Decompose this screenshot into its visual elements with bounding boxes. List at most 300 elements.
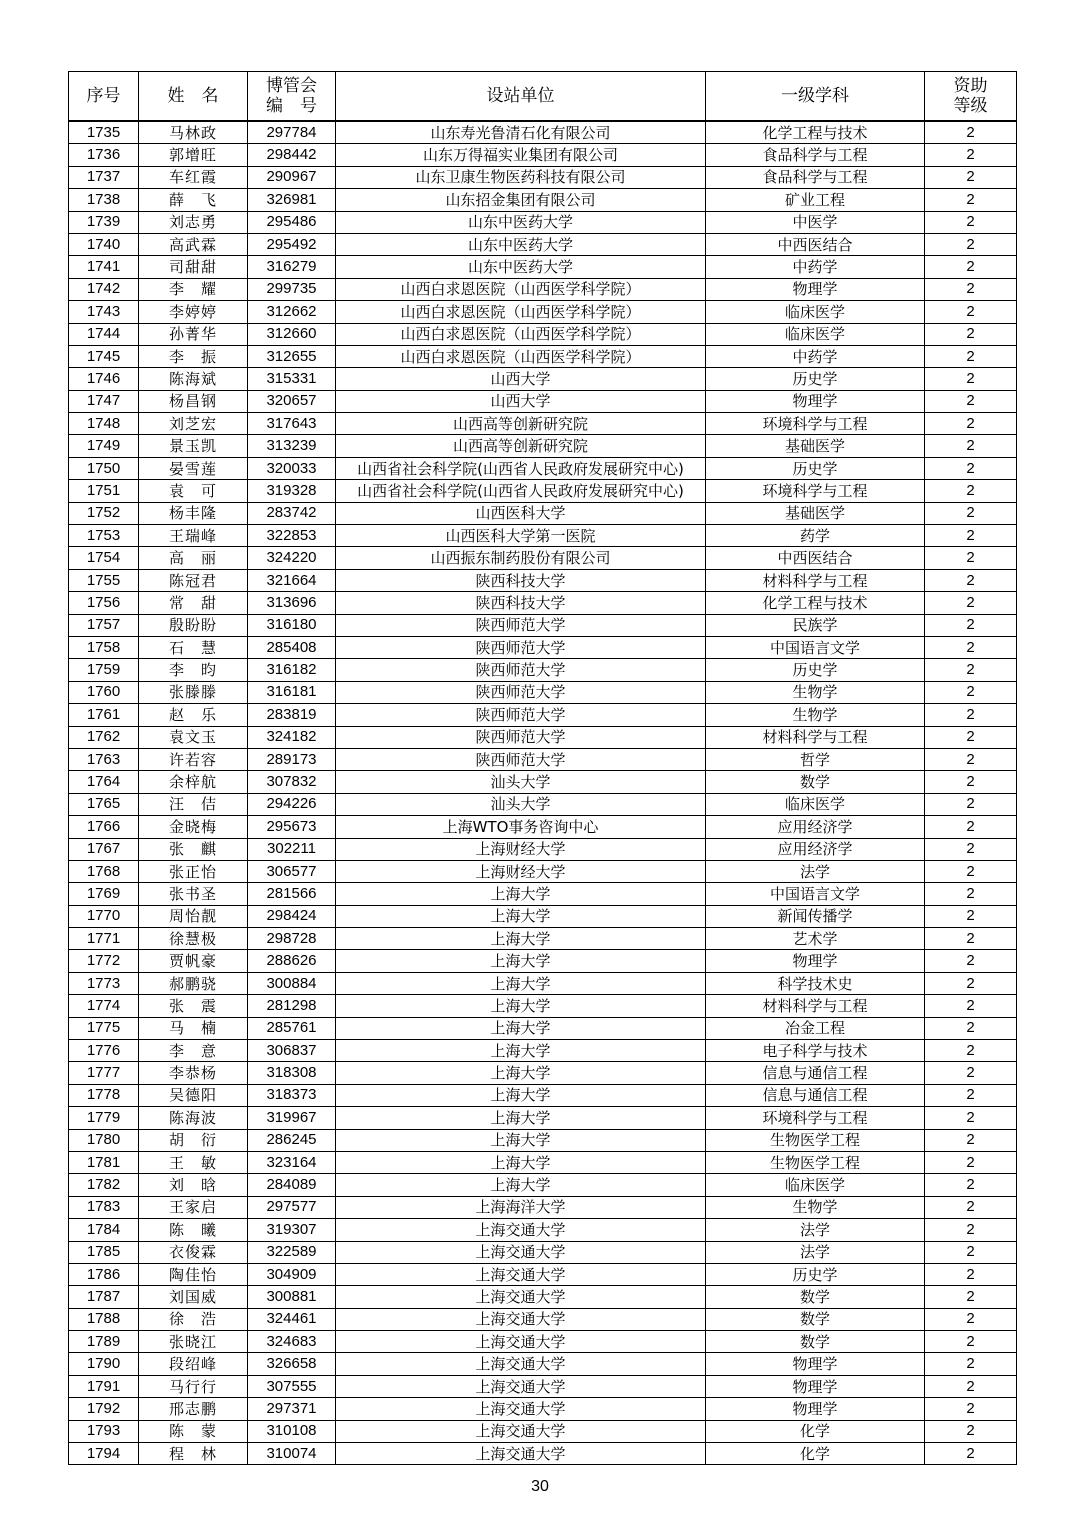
- cell-name: 徐慧极: [139, 928, 248, 950]
- cell-id: 306837: [248, 1040, 336, 1062]
- cell-discipline: 历史学: [706, 368, 925, 390]
- table-row: [69, 233, 1017, 255]
- table-row: [69, 1308, 1017, 1330]
- cell-discipline: 法学: [706, 860, 925, 882]
- cell-seq: 1740: [69, 233, 139, 255]
- cell-discipline: 民族学: [706, 614, 925, 636]
- cell-seq: 1765: [69, 793, 139, 815]
- cell-name: 高武霖: [139, 233, 248, 255]
- cell-discipline: 矿业工程: [706, 189, 925, 211]
- cell-discipline: 历史学: [706, 659, 925, 681]
- table-row: [69, 1084, 1017, 1106]
- table-row: [69, 1443, 1017, 1465]
- cell-name: 王 敏: [139, 1151, 248, 1173]
- cell-name: 李 昀: [139, 659, 248, 681]
- cell-unit: 上海交通大学: [336, 1263, 706, 1285]
- cell-unit: 山东卫康生物医药科技有限公司: [336, 166, 706, 188]
- cell-discipline: 数学: [706, 1331, 925, 1353]
- cell-seq: 1752: [69, 502, 139, 524]
- cell-seq: 1761: [69, 704, 139, 726]
- cell-unit: 汕头大学: [336, 793, 706, 815]
- cell-name: 胡 衍: [139, 1129, 248, 1151]
- header-name: 姓 名: [139, 72, 248, 122]
- cell-id: 326658: [248, 1353, 336, 1375]
- cell-name: 高 丽: [139, 547, 248, 569]
- cell-seq: 1792: [69, 1398, 139, 1420]
- cell-id: 324461: [248, 1308, 336, 1330]
- cell-seq: 1747: [69, 390, 139, 412]
- cell-id: 298442: [248, 144, 336, 166]
- cell-discipline: 临床医学: [706, 1174, 925, 1196]
- table-row: [69, 636, 1017, 658]
- table-row: [69, 748, 1017, 770]
- cell-name: 景玉凯: [139, 435, 248, 457]
- cell-discipline: 基础医学: [706, 435, 925, 457]
- cell-unit: 上海海洋大学: [336, 1196, 706, 1218]
- cell-id: 326981: [248, 189, 336, 211]
- cell-seq: 1742: [69, 278, 139, 300]
- cell-discipline: 食品科学与工程: [706, 166, 925, 188]
- cell-name: 马行行: [139, 1375, 248, 1397]
- cell-name: 张书圣: [139, 883, 248, 905]
- cell-discipline: 化学: [706, 1443, 925, 1465]
- cell-name: 陈 曦: [139, 1219, 248, 1241]
- cell-name: 刘国威: [139, 1286, 248, 1308]
- cell-level: 2: [925, 928, 1017, 950]
- cell-name: 郭增旺: [139, 144, 248, 166]
- cell-seq: 1768: [69, 860, 139, 882]
- cell-unit: 上海财经大学: [336, 838, 706, 860]
- cell-discipline: 新闻传播学: [706, 905, 925, 927]
- table-row: [69, 256, 1017, 278]
- cell-unit: 山西白求恩医院（山西医学科学院）: [336, 301, 706, 323]
- header-discipline: 一级学科: [706, 72, 925, 122]
- cell-unit: 山东招金集团有限公司: [336, 189, 706, 211]
- cell-level: 2: [925, 1375, 1017, 1397]
- cell-level: 2: [925, 1353, 1017, 1375]
- cell-discipline: 历史学: [706, 1263, 925, 1285]
- cell-unit: 上海WTO事务咨询中心: [336, 816, 706, 838]
- cell-unit: 上海大学: [336, 972, 706, 994]
- cell-name: 许若容: [139, 748, 248, 770]
- table-row: [69, 525, 1017, 547]
- cell-name: 晏雪莲: [139, 457, 248, 479]
- cell-level: 2: [925, 1420, 1017, 1442]
- cell-name: 薛 飞: [139, 189, 248, 211]
- cell-seq: 1759: [69, 659, 139, 681]
- cell-seq: 1758: [69, 636, 139, 658]
- cell-name: 常 甜: [139, 592, 248, 614]
- cell-seq: 1745: [69, 345, 139, 367]
- cell-id: 286245: [248, 1129, 336, 1151]
- table-row: [69, 659, 1017, 681]
- cell-name: 张正怡: [139, 860, 248, 882]
- cell-id: 295486: [248, 211, 336, 233]
- cell-id: 324683: [248, 1331, 336, 1353]
- cell-unit: 山西大学: [336, 368, 706, 390]
- cell-id: 315331: [248, 368, 336, 390]
- cell-id: 300881: [248, 1286, 336, 1308]
- cell-level: 2: [925, 1286, 1017, 1308]
- cell-discipline: 信息与通信工程: [706, 1084, 925, 1106]
- cell-name: 马 楠: [139, 1017, 248, 1039]
- table-row: [69, 1219, 1017, 1241]
- cell-unit: 陕西师范大学: [336, 681, 706, 703]
- cell-unit: 山西白求恩医院（山西医学科学院）: [336, 345, 706, 367]
- table-row: [69, 838, 1017, 860]
- cell-level: 2: [925, 569, 1017, 591]
- cell-name: 邢志鹏: [139, 1398, 248, 1420]
- table-row: [69, 368, 1017, 390]
- cell-seq: 1787: [69, 1286, 139, 1308]
- cell-level: 2: [925, 502, 1017, 524]
- cell-name: 袁 可: [139, 480, 248, 502]
- cell-discipline: 科学技术史: [706, 972, 925, 994]
- cell-seq: 1782: [69, 1174, 139, 1196]
- cell-discipline: 中医学: [706, 211, 925, 233]
- cell-unit: 山西振东制药股份有限公司: [336, 547, 706, 569]
- cell-name: 李 意: [139, 1040, 248, 1062]
- cell-id: 319307: [248, 1219, 336, 1241]
- cell-seq: 1780: [69, 1129, 139, 1151]
- cell-discipline: 临床医学: [706, 323, 925, 345]
- cell-level: 2: [925, 211, 1017, 233]
- cell-id: 295673: [248, 816, 336, 838]
- table-row: [69, 1017, 1017, 1039]
- cell-id: 316279: [248, 256, 336, 278]
- table-row: [69, 413, 1017, 435]
- header-id: [248, 72, 336, 122]
- cell-unit: 陕西科技大学: [336, 592, 706, 614]
- cell-id: 281298: [248, 995, 336, 1017]
- cell-name: 程 林: [139, 1443, 248, 1465]
- cell-unit: 陕西师范大学: [336, 636, 706, 658]
- cell-id: 281566: [248, 883, 336, 905]
- table-row: [69, 1286, 1017, 1308]
- cell-unit: 上海大学: [336, 1062, 706, 1084]
- cell-name: 陈冠君: [139, 569, 248, 591]
- table-row: [69, 905, 1017, 927]
- cell-id: 319328: [248, 480, 336, 502]
- cell-unit: 山西医科大学: [336, 502, 706, 524]
- cell-level: 2: [925, 972, 1017, 994]
- cell-name: 陈海斌: [139, 368, 248, 390]
- cell-level: 2: [925, 614, 1017, 636]
- cell-name: 李婷婷: [139, 301, 248, 323]
- cell-seq: 1750: [69, 457, 139, 479]
- cell-seq: 1772: [69, 950, 139, 972]
- cell-name: 刘 晗: [139, 1174, 248, 1196]
- cell-discipline: 物理学: [706, 1398, 925, 1420]
- cell-unit: 上海交通大学: [336, 1286, 706, 1308]
- cell-seq: 1770: [69, 905, 139, 927]
- cell-level: 2: [925, 1084, 1017, 1106]
- cell-level: 2: [925, 166, 1017, 188]
- header-level-line2: 等级: [953, 96, 988, 116]
- cell-level: 2: [925, 860, 1017, 882]
- cell-seq: 1790: [69, 1353, 139, 1375]
- cell-seq: 1778: [69, 1084, 139, 1106]
- cell-level: 2: [925, 748, 1017, 770]
- cell-id: 297577: [248, 1196, 336, 1218]
- cell-discipline: 中药学: [706, 256, 925, 278]
- cell-discipline: 药学: [706, 525, 925, 547]
- cell-name: 马林政: [139, 121, 248, 144]
- cell-id: 290967: [248, 166, 336, 188]
- cell-discipline: 生物学: [706, 704, 925, 726]
- cell-name: 孙菁华: [139, 323, 248, 345]
- cell-level: 2: [925, 704, 1017, 726]
- cell-unit: 山东中医药大学: [336, 256, 706, 278]
- cell-unit: 上海大学: [336, 1174, 706, 1196]
- cell-id: 312662: [248, 301, 336, 323]
- cell-id: 317643: [248, 413, 336, 435]
- table-row: [69, 569, 1017, 591]
- cell-level: 2: [925, 301, 1017, 323]
- cell-unit: 山西大学: [336, 390, 706, 412]
- cell-id: 307832: [248, 771, 336, 793]
- cell-id: 285408: [248, 636, 336, 658]
- cell-level: 2: [925, 256, 1017, 278]
- cell-name: 李恭杨: [139, 1062, 248, 1084]
- cell-id: 283819: [248, 704, 336, 726]
- header-id-line1: 博管会: [266, 76, 317, 96]
- table-row: [69, 1151, 1017, 1173]
- header-level: [925, 72, 1017, 122]
- table-row: [69, 972, 1017, 994]
- cell-name: 杨昌钢: [139, 390, 248, 412]
- cell-level: 2: [925, 121, 1017, 144]
- cell-level: 2: [925, 950, 1017, 972]
- table-row: [69, 1107, 1017, 1129]
- table-row: [69, 1241, 1017, 1263]
- cell-unit: 山西省社会科学院(山西省人民政府发展研究中心): [336, 457, 706, 479]
- cell-unit: 上海大学: [336, 1107, 706, 1129]
- cell-seq: 1741: [69, 256, 139, 278]
- cell-id: 310108: [248, 1420, 336, 1442]
- cell-unit: 山东寿光鲁清石化有限公司: [336, 121, 706, 144]
- cell-level: 2: [925, 323, 1017, 345]
- cell-name: 张晓江: [139, 1331, 248, 1353]
- cell-unit: 山西省社会科学院(山西省人民政府发展研究中心): [336, 480, 706, 502]
- cell-id: 318373: [248, 1084, 336, 1106]
- cell-level: 2: [925, 233, 1017, 255]
- cell-unit: 上海大学: [336, 905, 706, 927]
- cell-unit: 上海大学: [336, 883, 706, 905]
- cell-seq: 1754: [69, 547, 139, 569]
- cell-id: 288626: [248, 950, 336, 972]
- cell-discipline: 数学: [706, 771, 925, 793]
- header-seq: 序号: [69, 72, 139, 122]
- cell-discipline: 化学工程与技术: [706, 592, 925, 614]
- cell-id: 307555: [248, 1375, 336, 1397]
- cell-seq: 1746: [69, 368, 139, 390]
- table-row: [69, 480, 1017, 502]
- cell-id: 322853: [248, 525, 336, 547]
- cell-seq: 1760: [69, 681, 139, 703]
- cell-id: 319967: [248, 1107, 336, 1129]
- cell-level: 2: [925, 838, 1017, 860]
- cell-seq: 1769: [69, 883, 139, 905]
- cell-discipline: 临床医学: [706, 301, 925, 323]
- cell-level: 2: [925, 144, 1017, 166]
- cell-name: 车红霞: [139, 166, 248, 188]
- cell-id: 324220: [248, 547, 336, 569]
- cell-name: 刘芝宏: [139, 413, 248, 435]
- header-level-line1: 资助: [953, 76, 988, 96]
- cell-unit: 山西白求恩医院（山西医学科学院）: [336, 278, 706, 300]
- cell-discipline: 临床医学: [706, 793, 925, 815]
- cell-discipline: 艺术学: [706, 928, 925, 950]
- cell-seq: 1774: [69, 995, 139, 1017]
- cell-seq: 1748: [69, 413, 139, 435]
- cell-unit: 上海大学: [336, 1017, 706, 1039]
- cell-seq: 1791: [69, 1375, 139, 1397]
- cell-name: 王瑞峰: [139, 525, 248, 547]
- cell-id: 300884: [248, 972, 336, 994]
- table-row: [69, 681, 1017, 703]
- cell-level: 2: [925, 1040, 1017, 1062]
- cell-unit: 汕头大学: [336, 771, 706, 793]
- cell-seq: 1766: [69, 816, 139, 838]
- cell-seq: 1737: [69, 166, 139, 188]
- table-header: [69, 72, 1017, 122]
- cell-seq: 1744: [69, 323, 139, 345]
- cell-unit: 上海交通大学: [336, 1353, 706, 1375]
- cell-unit: 上海大学: [336, 1084, 706, 1106]
- cell-unit: 陕西师范大学: [336, 659, 706, 681]
- cell-id: 313239: [248, 435, 336, 457]
- table-row: [69, 614, 1017, 636]
- cell-id: 321664: [248, 569, 336, 591]
- cell-level: 2: [925, 1443, 1017, 1465]
- cell-name: 徐 浩: [139, 1308, 248, 1330]
- cell-name: 张 震: [139, 995, 248, 1017]
- cell-name: 金晓梅: [139, 816, 248, 838]
- cell-level: 2: [925, 995, 1017, 1017]
- cell-name: 石 慧: [139, 636, 248, 658]
- cell-discipline: 环境科学与工程: [706, 1107, 925, 1129]
- table-row: [69, 592, 1017, 614]
- cell-level: 2: [925, 1107, 1017, 1129]
- cell-seq: 1762: [69, 726, 139, 748]
- cell-seq: 1777: [69, 1062, 139, 1084]
- cell-id: 285761: [248, 1017, 336, 1039]
- table-row: [69, 950, 1017, 972]
- cell-level: 2: [925, 525, 1017, 547]
- cell-discipline: 物理学: [706, 950, 925, 972]
- table-row: [69, 995, 1017, 1017]
- cell-id: 295492: [248, 233, 336, 255]
- cell-seq: 1793: [69, 1420, 139, 1442]
- cell-id: 312660: [248, 323, 336, 345]
- table-row: [69, 1353, 1017, 1375]
- cell-id: 297371: [248, 1398, 336, 1420]
- table-row: [69, 301, 1017, 323]
- cell-unit: 陕西师范大学: [336, 614, 706, 636]
- cell-discipline: 生物学: [706, 681, 925, 703]
- page-number: 30: [531, 1478, 549, 1495]
- cell-discipline: 数学: [706, 1286, 925, 1308]
- cell-seq: 1736: [69, 144, 139, 166]
- cell-unit: 山西高等创新研究院: [336, 413, 706, 435]
- cell-id: 320033: [248, 457, 336, 479]
- table-row: [69, 211, 1017, 233]
- cell-name: 司甜甜: [139, 256, 248, 278]
- cell-discipline: 材料科学与工程: [706, 569, 925, 591]
- cell-seq: 1767: [69, 838, 139, 860]
- cell-unit: 上海交通大学: [336, 1241, 706, 1263]
- table-row: [69, 345, 1017, 367]
- cell-name: 张 麒: [139, 838, 248, 860]
- cell-discipline: 信息与通信工程: [706, 1062, 925, 1084]
- table-row: [69, 1331, 1017, 1353]
- cell-discipline: 应用经济学: [706, 838, 925, 860]
- cell-discipline: 冶金工程: [706, 1017, 925, 1039]
- table-row: [69, 166, 1017, 188]
- cell-name: 杨丰隆: [139, 502, 248, 524]
- cell-seq: 1753: [69, 525, 139, 547]
- cell-seq: 1779: [69, 1107, 139, 1129]
- cell-id: 318308: [248, 1062, 336, 1084]
- cell-discipline: 历史学: [706, 457, 925, 479]
- cell-level: 2: [925, 592, 1017, 614]
- table-row: [69, 502, 1017, 524]
- cell-seq: 1755: [69, 569, 139, 591]
- cell-id: 294226: [248, 793, 336, 815]
- cell-name: 李 振: [139, 345, 248, 367]
- cell-discipline: 化学: [706, 1420, 925, 1442]
- cell-name: 段绍峰: [139, 1353, 248, 1375]
- cell-name: 袁文玉: [139, 726, 248, 748]
- cell-discipline: 法学: [706, 1241, 925, 1263]
- cell-level: 2: [925, 1263, 1017, 1285]
- cell-seq: 1788: [69, 1308, 139, 1330]
- cell-id: 313696: [248, 592, 336, 614]
- cell-name: 汪 佶: [139, 793, 248, 815]
- cell-discipline: 物理学: [706, 390, 925, 412]
- cell-id: 289173: [248, 748, 336, 770]
- cell-level: 2: [925, 368, 1017, 390]
- cell-unit: 上海大学: [336, 1040, 706, 1062]
- cell-discipline: 食品科学与工程: [706, 144, 925, 166]
- table-row: [69, 793, 1017, 815]
- cell-seq: 1743: [69, 301, 139, 323]
- table-row: [69, 278, 1017, 300]
- cell-seq: 1789: [69, 1331, 139, 1353]
- cell-unit: 山西高等创新研究院: [336, 435, 706, 457]
- cell-level: 2: [925, 278, 1017, 300]
- table-row: [69, 816, 1017, 838]
- cell-seq: 1738: [69, 189, 139, 211]
- table-row: [69, 704, 1017, 726]
- cell-id: 316181: [248, 681, 336, 703]
- cell-unit: 上海交通大学: [336, 1219, 706, 1241]
- cell-level: 2: [925, 1241, 1017, 1263]
- cell-level: 2: [925, 345, 1017, 367]
- cell-unit: 上海交通大学: [336, 1308, 706, 1330]
- cell-id: 306577: [248, 860, 336, 882]
- cell-seq: 1786: [69, 1263, 139, 1285]
- cell-id: 302211: [248, 838, 336, 860]
- cell-seq: 1785: [69, 1241, 139, 1263]
- cell-level: 2: [925, 636, 1017, 658]
- cell-seq: 1735: [69, 121, 139, 144]
- cell-seq: 1773: [69, 972, 139, 994]
- cell-name: 吴德阳: [139, 1084, 248, 1106]
- header-unit: 设站单位: [336, 72, 706, 122]
- cell-discipline: 环境科学与工程: [706, 413, 925, 435]
